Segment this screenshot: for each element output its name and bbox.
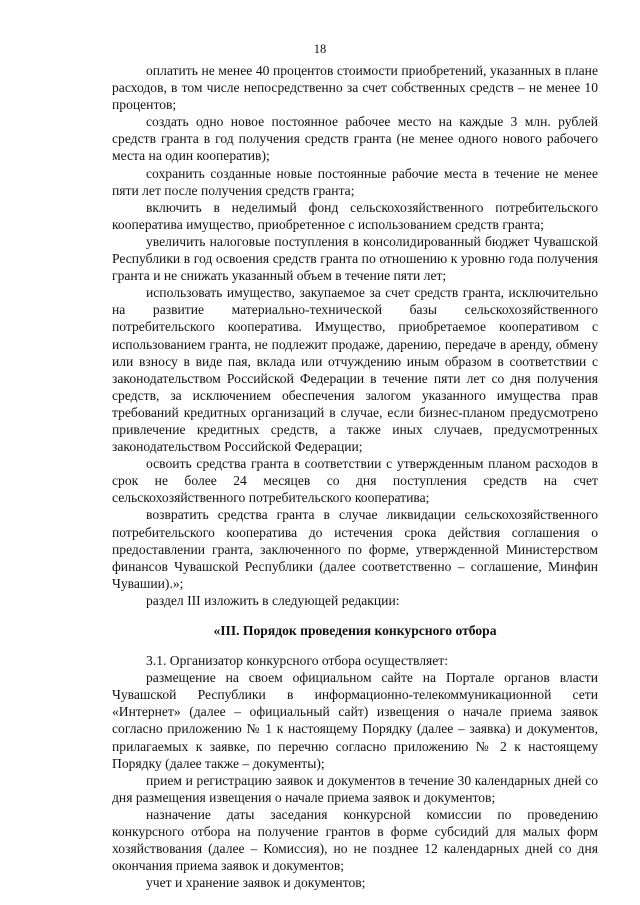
paragraph: использовать имущество, закупаемое за счет средств гранта, исключительно на развитие материально-технической базы сельскохозяйственного потребительского кооператива. Имущество, приобретаемое кооперативом с использованием гранта, не подлежит продаже, дарению, передаче в аренду, обмену или взносу в виде пая, вклада или отчуждению иным образом в соответствии с законодательством Российской Федерации в течение пяти лет со дня получения средств, за исключением обеспечения залогом указанного имущества прав требований кредитных организаций в случае, если бизнес-планом предусмотрено привлечение кредитных средств, а также иных случаев, предусмотренных законодательством Российской Федерации; (112, 285, 598, 455)
paragraph: сохранить созданные новые постоянные рабочие места в течение не менее пяти лет после получения средств гранта; (112, 165, 598, 198)
paragraph: размещение на своем официальном сайте на Портале органов власти Чувашской Республики в информационно-телекоммуникационной сети «Интернет» (далее – официальный сайт) извещения о начале приема заявок согласно приложению № 1 к настоящему Порядку (далее – заявка) и документов, прилагаемых к заявке, по перечню согласно приложению № 2 к настоящему Порядку (далее также – документы); (112, 670, 598, 771)
paragraph: создать одно новое постоянное рабочее место на каждые 3 млн. рублей средств гранта в год получения средств гранта (не менее одного нового рабочего места на один кооператив); (112, 114, 598, 164)
paragraph: освоить средства гранта в соответствии с утвержденным планом расходов в срок не более 24 месяцев со дня поступления средств на счет сельскохозяйственного потребительского кооператива; (112, 456, 598, 506)
paragraph: оплатить не менее 40 процентов стоимости приобретений, указанных в плане расходов, в том числе непосредственно за счет собственных средств – не менее 10 процентов; (112, 63, 598, 113)
section-heading: «III. Порядок проведения конкурсного отбора (213, 623, 497, 638)
document-body (112, 62, 598, 891)
page-number: 18 (313, 42, 327, 56)
paragraph: 3.1. Организатор конкурсного отбора осуществляет: (146, 653, 449, 669)
paragraph: учет и хранение заявок и документов; (146, 875, 366, 891)
paragraph: увеличить налоговые поступления в консолидированный бюджет Чувашской Республики в год освоения средств гранта по отношению к уровню года получения гранта и не снижать указанный объем в течение пяти лет; (112, 233, 598, 284)
paragraph: назначение даты заседания конкурсной комиссии по проведению конкурсного отбора на получение грантов в форме субсидий для малых форм хозяйствования (далее – Комиссия), но не позднее 12 календарных дней со дня окончания приема заявок и документов; (112, 806, 598, 874)
paragraph: включить в неделимый фонд сельскохозяйственного потребительского кооператива имущество, приобретенное с использованием средств гранта; (112, 199, 598, 232)
paragraph: раздел III изложить в следующей редакции: (146, 592, 400, 608)
paragraph: прием и регистрацию заявок и документов в течение 30 календарных дней со дня размещения извещения о начале приема заявок и документов; (112, 772, 598, 805)
paragraph: возвратить средства гранта в случае ликвидации сельскохозяйственного потребительского кооператива до истечения срока действия соглашения о предоставлении гранта, заключенного по форме, утвержденной Министерством финансов Чувашской Республики (далее соответственно – соглашение, Минфин Чувашии).»; (112, 507, 598, 591)
